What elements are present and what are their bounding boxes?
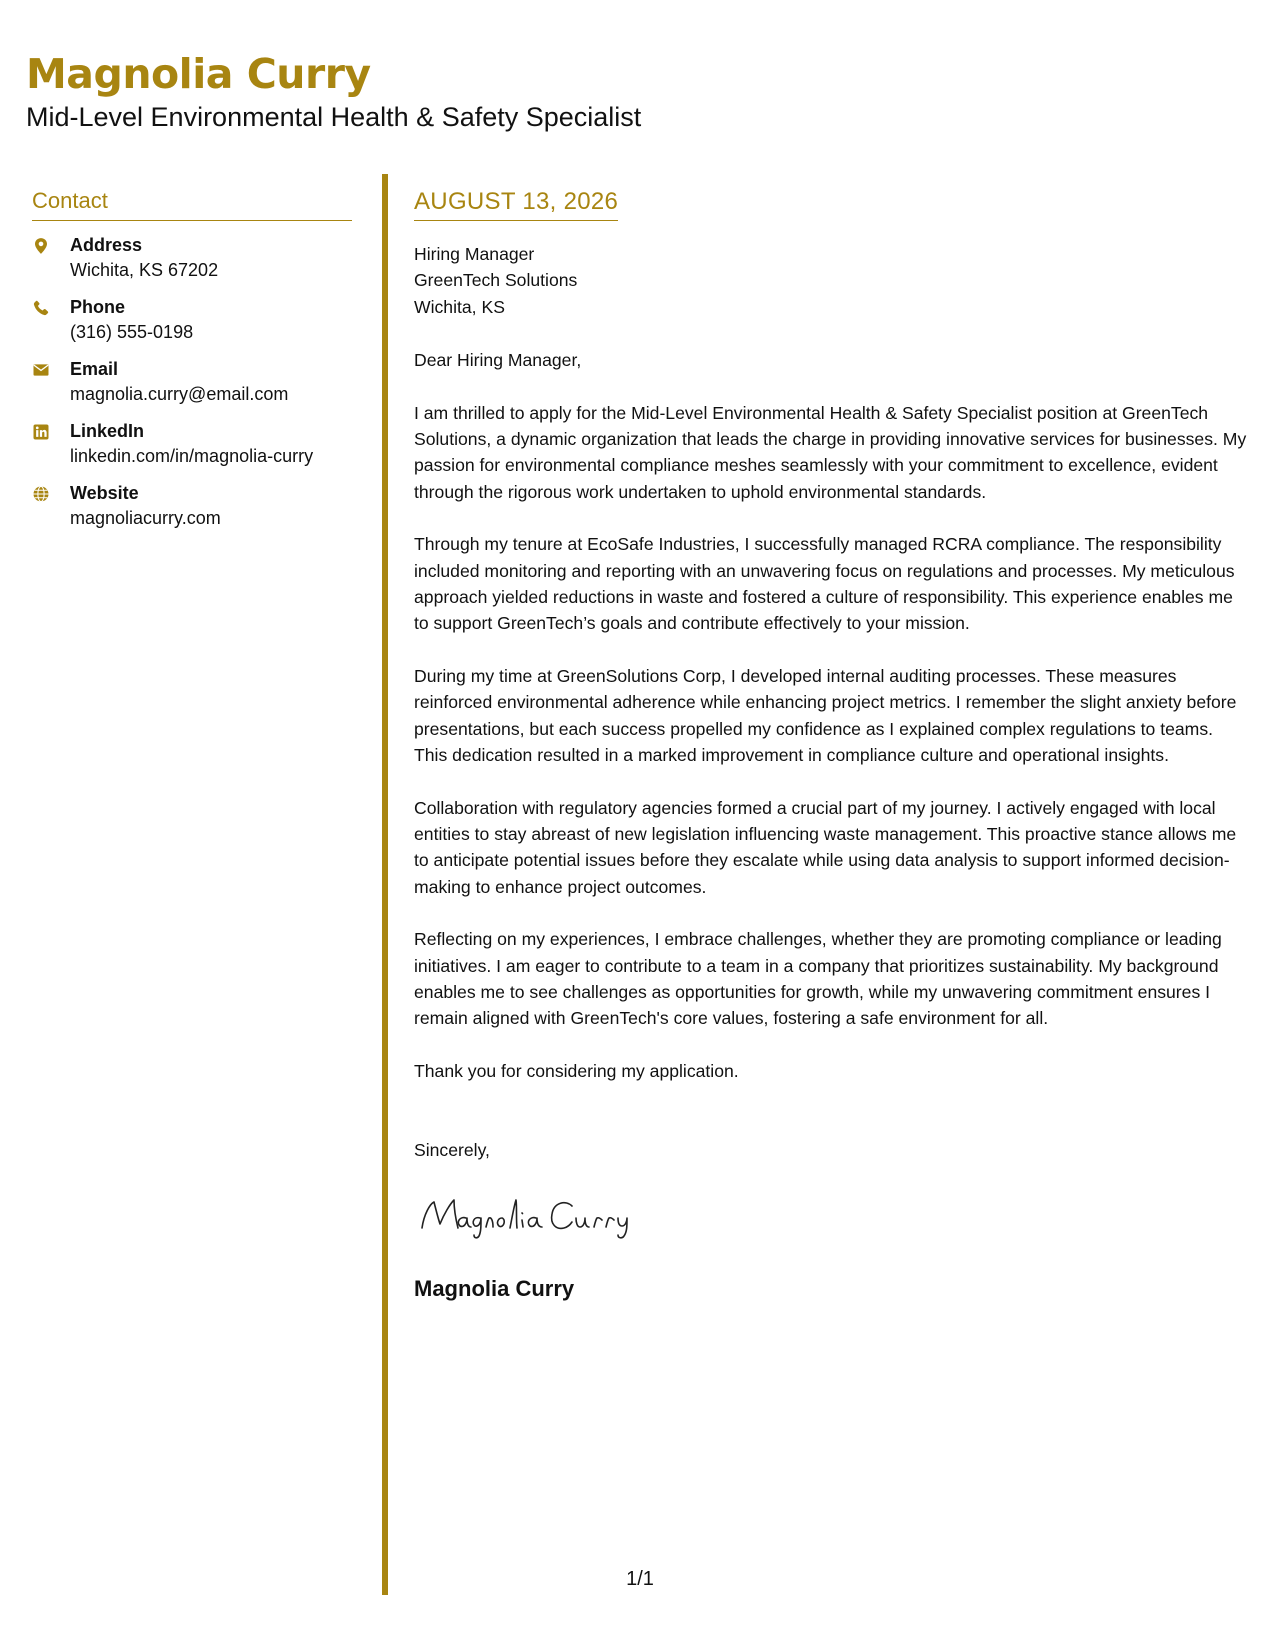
body-paragraph: I am thrilled to apply for the Mid-Level Environmental Health & Safety Specialist position at GreenTech Solutions, a dynamic organization that leads the charge in providing innovative services for businesses. My passion for environmental compliance meshes seamlessly with your commitment to excellence, evident through the rigorous work undertaken to uphold environmental standards. — [414, 402, 1247, 502]
map-pin-icon — [32, 233, 70, 259]
recipient-line: Hiring Manager — [414, 244, 535, 264]
globe-icon — [32, 481, 70, 507]
address-label: Address — [70, 235, 143, 255]
letter-body — [414, 188, 1249, 1302]
linkedin-icon — [32, 419, 70, 445]
recipient-line: Wichita, KS — [414, 296, 505, 317]
phone-icon — [32, 295, 70, 321]
phone-label: Phone — [70, 297, 126, 317]
linkedin-value: linkedin.com/in/magnolia-curry — [70, 446, 314, 466]
salutation: Dear Hiring Manager, — [414, 350, 582, 371]
letter-date: AUGUST 13, 2026 — [414, 188, 618, 221]
recipient-line: GreenTech Solutions — [414, 270, 578, 291]
signed-name: Magnolia Curry — [414, 1275, 575, 1301]
applicant-name: Magnolia Curry — [26, 50, 371, 98]
job-title: Mid-Level Environmental Health & Safety Specialist — [26, 102, 642, 132]
recipient-block — [414, 241, 1249, 320]
phone-value: (316) 555-0198 — [70, 322, 194, 342]
contact-email — [32, 357, 352, 407]
website-label: Website — [70, 483, 139, 503]
closing: Sincerely, — [414, 1140, 490, 1161]
header — [26, 48, 641, 134]
contact-linkedin — [32, 419, 352, 469]
body-paragraph: Thank you for considering my application. — [414, 1060, 739, 1081]
body-paragraph: During my time at GreenSolutions Corp, I developed internal auditing processes. These measures reinforced environmental adherence while enhancing project metrics. I remember the slight anxiety before presentations, but each success propelled my confidence as I explained complex regulations to teams. This dedication resulted in a marked improvement in compliance culture and operational insights. — [414, 665, 1237, 766]
handwritten-signature — [414, 1184, 1249, 1244]
contact-sidebar — [32, 188, 352, 543]
email-label: Email — [70, 359, 119, 379]
body-paragraph: Reflecting on my experiences, I embrace challenges, whether they are promoting compliance or leading initiatives. I am eager to contribute to a team in a company that prioritizes sustainability. My background enables me to see challenges as opportunities for growth, while my unwavering commitment ensures I remain aligned with GreenTech's core values, fostering a safe environment for all. — [414, 929, 1222, 1029]
body-paragraph: Collaboration with regulatory agencies formed a crucial part of my journey. I actively engaged with local entities to stay abreast of new legislation influencing waste management. This proactive stance allows me to anticipate potential issues before they escalate while using data analysis to support informed decision-making to enhance project outcomes. — [414, 797, 1237, 897]
body-paragraph: Through my tenure at EcoSafe Industries, I successfully managed RCRA compliance. The responsibility included monitoring and reporting with an unwavering focus on regulations and processes. My meticulous approach yielded reductions in waste and fostered a culture of responsibility. This experience enables me to support GreenTech’s goals and contribute effectively to your mission. — [414, 534, 1235, 634]
linkedin-label: LinkedIn — [70, 421, 145, 441]
contact-website — [32, 481, 352, 531]
website-value: magnoliacurry.com — [70, 508, 221, 528]
page-number: 1/1 — [626, 1568, 654, 1590]
envelope-icon — [32, 357, 70, 383]
address-value: Wichita, KS 67202 — [70, 260, 219, 280]
email-value: magnolia.curry@email.com — [70, 384, 289, 404]
contact-heading: Contact — [32, 188, 352, 221]
contact-phone — [32, 295, 352, 345]
contact-address — [32, 233, 352, 283]
column-divider — [382, 174, 388, 1595]
